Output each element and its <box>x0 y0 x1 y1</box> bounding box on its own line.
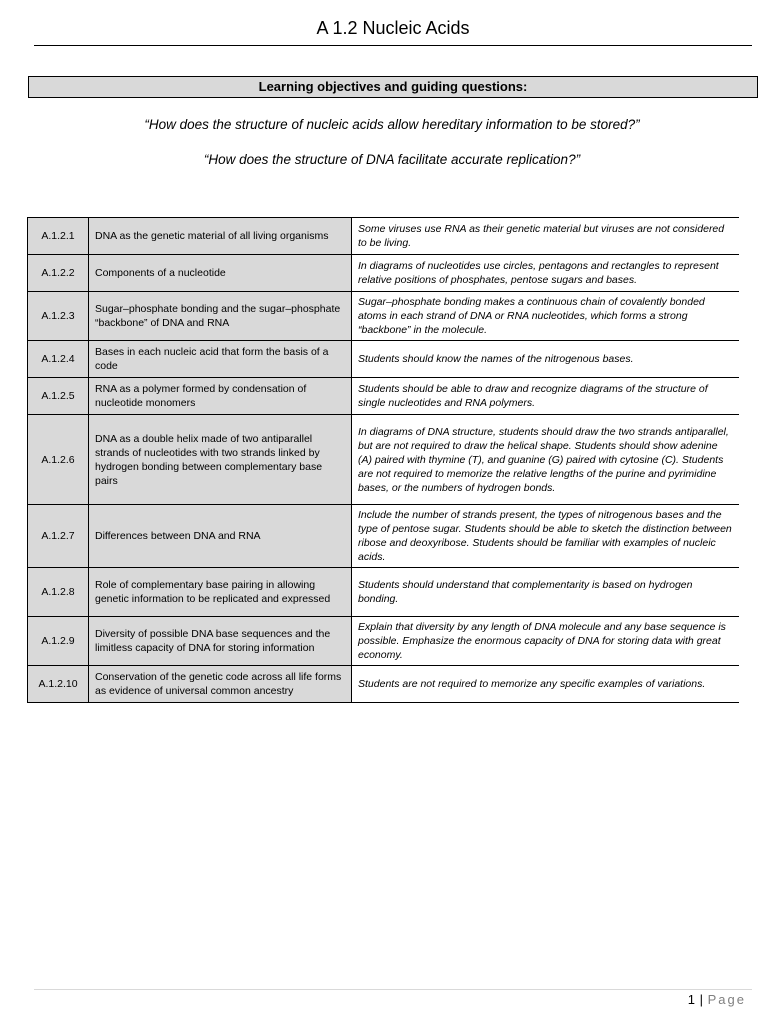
objective-code: A.1.2.8 <box>28 568 89 617</box>
objective-code: A.1.2.1 <box>28 218 89 255</box>
page-label: Page <box>707 992 746 1007</box>
objective-guidance: Explain that diversity by any length of DNA molecule and any base sequence is possible. Emphasize the enormous capacity of DNA for storing data with great economy. <box>352 617 740 666</box>
objective-topic: Conservation of the genetic code across all life forms as evidence of universal common ancestry <box>89 666 352 703</box>
objective-guidance: Some viruses use RNA as their genetic material but viruses are not considered to be living. <box>352 218 740 255</box>
objective-guidance: Students should understand that complementarity is based on hydrogen bonding. <box>352 568 740 617</box>
objective-code: A.1.2.6 <box>28 415 89 505</box>
table-row <box>28 292 740 341</box>
guiding-question-1: “How does the structure of nucleic acids allow hereditary information to be stored?” <box>144 117 640 132</box>
table-row <box>28 666 740 703</box>
page-title: A 1.2 Nucleic Acids <box>316 18 470 38</box>
table-row <box>28 341 740 378</box>
objective-guidance: Include the number of strands present, the types of nitrogenous bases and the type of pentose sugar. Students should be able to sketch the distinction between ribose and deoxyribose. Students should be familiar with examples of nucleic acids. <box>352 505 740 568</box>
objective-topic: DNA as a double helix made of two antiparallel strands of nucleotides with two strands linked by hydrogen bonding between complementary base pairs <box>89 415 352 505</box>
objective-code: A.1.2.10 <box>28 666 89 703</box>
objective-topic: Role of complementary base pairing in allowing genetic information to be replicated and expressed <box>89 568 352 617</box>
objective-code: A.1.2.9 <box>28 617 89 666</box>
objective-topic: Diversity of possible DNA base sequences and the limitless capacity of DNA for storing information <box>89 617 352 666</box>
table-row <box>28 568 740 617</box>
objective-guidance: In diagrams of DNA structure, students should draw the two strands antiparallel, but are not required to draw the helical shape. Students should show adenine (A) paired with thymine (T), and guanine (G) paired with cytosine (C). Students are not required to memorize the relative lengths of the purine and pyrimidine bases, or the numbers of hydrogen bonds. <box>352 415 740 505</box>
objective-topic: Differences between DNA and RNA <box>89 505 352 568</box>
page-number: 1 <box>687 992 696 1007</box>
objective-topic: RNA as a polymer formed by condensation of nucleotide monomers <box>89 378 352 415</box>
objective-guidance: Sugar–phosphate bonding makes a continuous chain of covalently bonded atoms in each strand of DNA or RNA nucleotides, which forms a strong “backbone” in the molecule. <box>352 292 740 341</box>
objective-topic: Components of a nucleotide <box>89 255 352 292</box>
objective-code: A.1.2.5 <box>28 378 89 415</box>
objectives-heading: Learning objectives and guiding questions: <box>28 76 758 98</box>
guiding-question-2: “How does the structure of DNA facilitate accurate replication?” <box>203 152 581 167</box>
objective-code: A.1.2.3 <box>28 292 89 341</box>
table-row <box>28 218 740 255</box>
objective-guidance: Students should know the names of the nitrogenous bases. <box>352 341 740 378</box>
table-row <box>28 505 740 568</box>
objective-code: A.1.2.2 <box>28 255 89 292</box>
table-row <box>28 415 740 505</box>
objective-topic: DNA as the genetic material of all living organisms <box>89 218 352 255</box>
objective-code: A.1.2.4 <box>28 341 89 378</box>
objective-guidance: In diagrams of nucleotides use circles, pentagons and rectangles to represent relative positions of phosphates, pentose sugars and bases. <box>352 255 740 292</box>
table-row <box>28 617 740 666</box>
objective-guidance: Students are not required to memorize any specific examples of variations. <box>352 666 740 703</box>
objective-topic: Bases in each nucleic acid that form the basis of a code <box>89 341 352 378</box>
table-row <box>28 255 740 292</box>
footer-divider <box>34 989 752 990</box>
objective-guidance: Students should be able to draw and recognize diagrams of the structure of single nucleotides and RNA polymers. <box>352 378 740 415</box>
objective-topic: Sugar–phosphate bonding and the sugar–phosphate “backbone” of DNA and RNA <box>89 292 352 341</box>
table-row <box>28 378 740 415</box>
objectives-table <box>27 217 739 703</box>
objective-code: A.1.2.7 <box>28 505 89 568</box>
title-divider <box>34 45 752 46</box>
footer-separator: | <box>699 992 704 1007</box>
page-footer <box>688 992 746 1008</box>
